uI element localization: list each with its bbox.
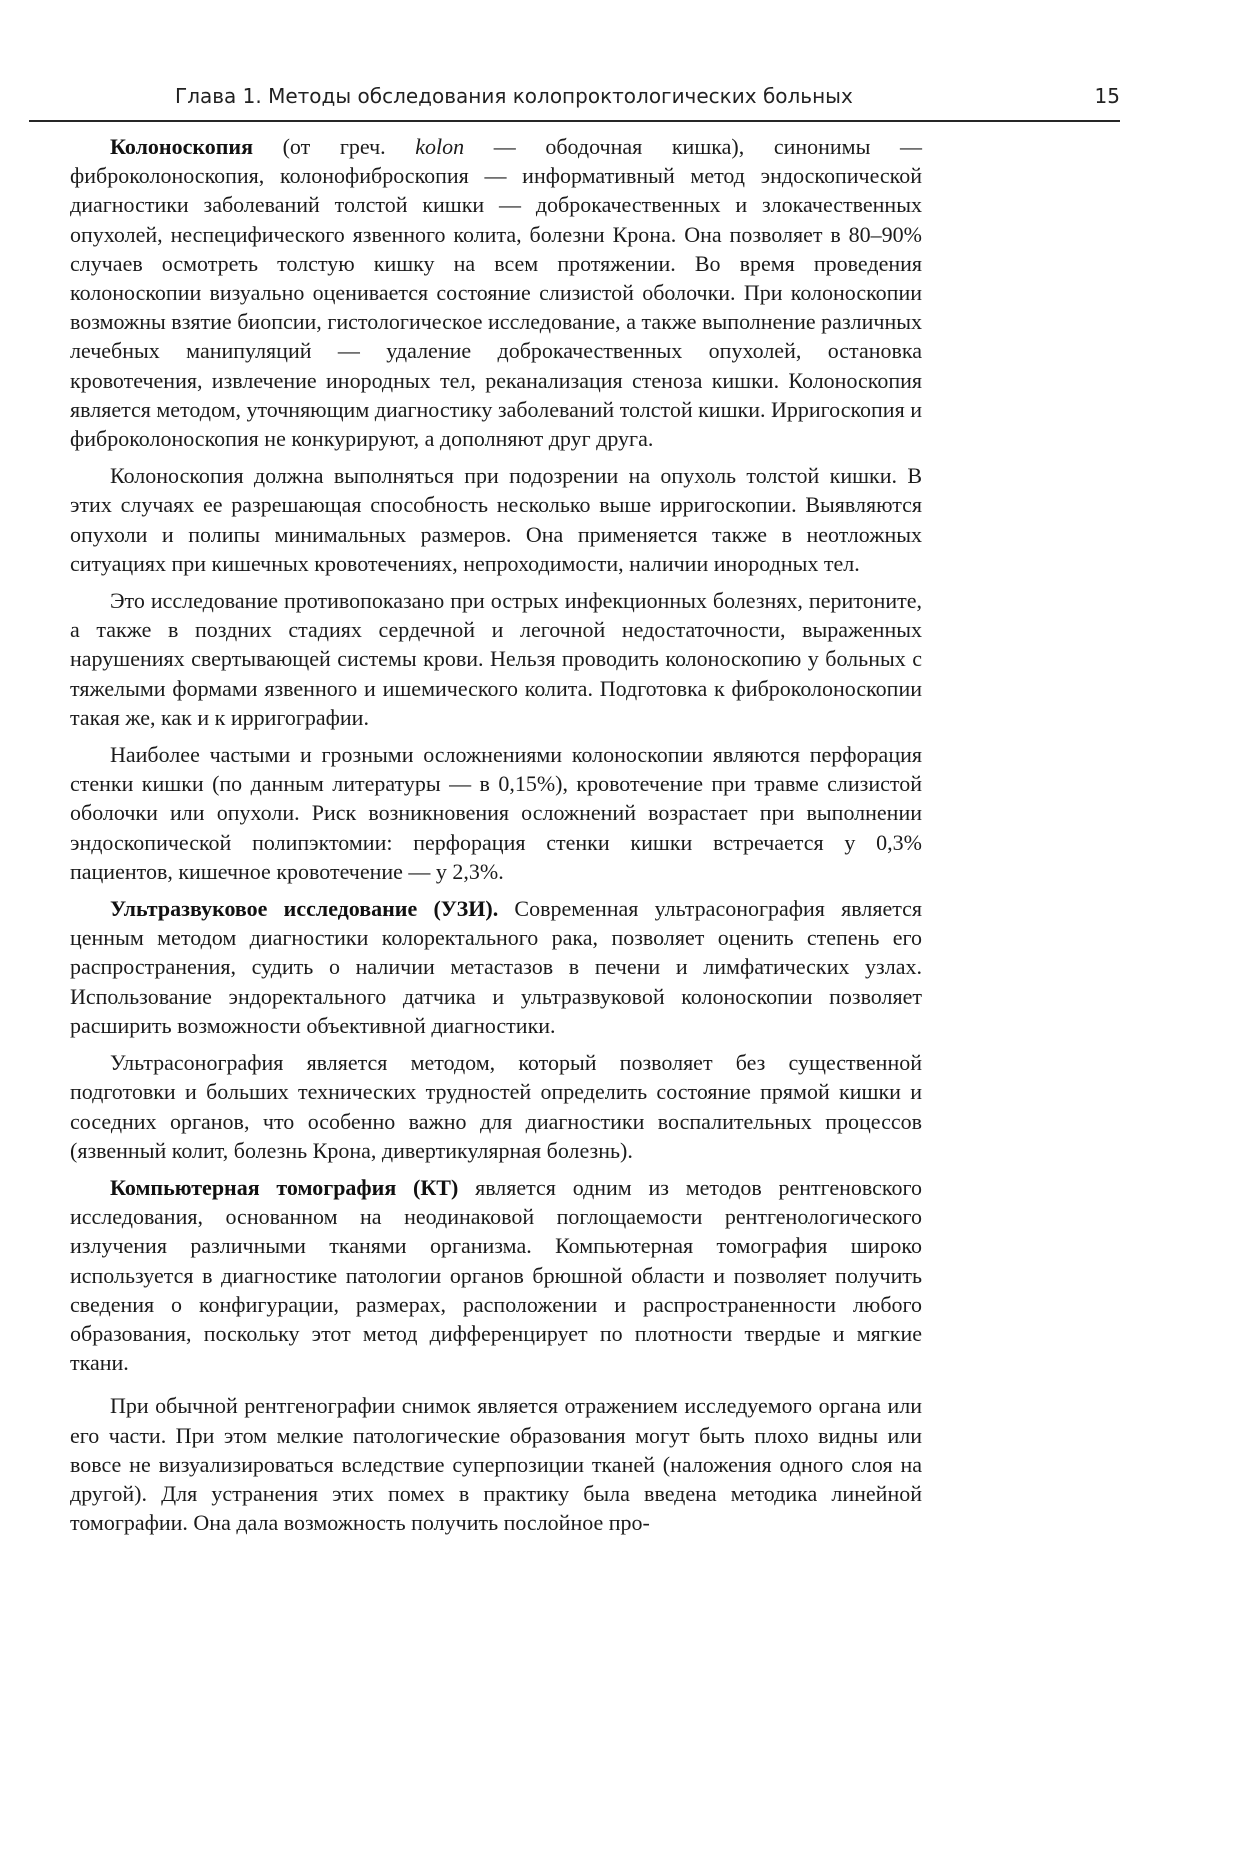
- paragraph-indications: [70, 461, 922, 578]
- term-ct: Компьютерная томография (КТ): [110, 1174, 459, 1200]
- paragraph-complications: [70, 740, 922, 886]
- paragraph-ultrasonography: [70, 1048, 922, 1165]
- page-number: 15: [1094, 84, 1120, 108]
- paragraph-text: — ободочная кишка), синонимы — фиброколоноскопия, колонофиброскопия — информативный метод эндоскопической диагностики заболеваний толстой кишки — доброкачественных и злокачественных опухолей, неспецифического язвенного колита, болезни Крона. Она позволяет в 80–90% случаев осмотреть толстую кишку на всем протяжении. Во время проведения колоноскопии визуально оценивается состояние слизистой оболочки. При колоноскопии возможны взятие биопсии, гистологическое исследование, а также выполнение различных лечебных манипуляций — удаление доброкачественных опухолей, остановка кровотечения, извлечение инородных тел, реканализация стеноза кишки. Колоноскопия является методом, уточняющим диагностику заболеваний толстой кишки. Ирригоскопия и фиброколоноскопия не конкурируют, а дополняют друг друга.: [70, 134, 922, 452]
- paragraph-text: Ультрасонография является методом, который позволяет без существенной подготовки и больших технических трудностей определить состояние прямой кишки и соседних органов, что особенно важно для диагностики воспалительных процессов (язвенный колит, болезнь Крона, дивертикулярная болезнь).: [70, 1050, 922, 1163]
- foreign-term: kolon: [415, 134, 465, 159]
- chapter-title: Глава 1. Методы обследования колопроктологических больных: [175, 84, 853, 108]
- paragraph-text: (от греч.: [253, 134, 416, 159]
- paragraph-radiography: [70, 1391, 922, 1537]
- paragraph-text: является одним из методов рентгеновского исследования, основанном на неодинаковой поглощаемости рентгенологического излучения различными тканями организма. Компьютерная томография широко используется в диагностике патологии органов брюшной области и позволяет получить сведения о конфигурации, размерах, расположении и распространенности любого образования, поскольку этот метод дифференцирует по плотности твердые и мягкие ткани.: [70, 1174, 922, 1376]
- term-colonoscopy: Колоноскопия: [110, 134, 253, 159]
- paragraph-ct: [70, 1173, 922, 1377]
- term-ultrasound: Ультразвуковое исследование (УЗИ).: [110, 896, 499, 922]
- paragraph-text: Колоноскопия должна выполняться при подозрении на опухоль толстой кишки. В этих случаях ее разрешающая способность несколько выше ирригоскопии. Выявляются опухоли и полипы минимальных размеров. Она применяется также в неотложных ситуациях при кишечных кровотечениях, непроходимости, наличии инородных тел.: [70, 463, 922, 576]
- running-header: [29, 76, 1120, 122]
- paragraph-contraindications: [70, 586, 922, 732]
- paragraph-text: Это исследование противопоказано при острых инфекционных болезнях, перитоните, а также в поздних стадиях сердечной и легочной недостаточности, выраженных нарушениях свертывающей системы крови. Нельзя проводить колоноскопию у больных с тяжелыми формами язвенного и ишемического колита. Подготовка к фиброколоноскопии такая же, как и к ирригографии.: [70, 588, 922, 730]
- paragraph-colonoscopy: [70, 132, 922, 453]
- paragraph-text: Наиболее частыми и грозными осложнениями колоноскопии являются перфорация стенки кишки (по данным литературы — в 0,15%), кровотечение при травме слизистой оболочки или опухоли. Риск возникновения осложнений возрастает при выполнении эндоскопической полипэктомии: перфорация стенки кишки встречается у 0,3% пациентов, кишечное кровотечение — у 2,3%.: [70, 742, 922, 884]
- paragraph-text: Современная ультрасонография является ценным методом диагностики колоректального рака, позволяет оценить степень его распространения, судить о наличии метастазов в печени и лимфатических узлах. Использование эндоректального датчика и ультразвуковой колоноскопии позволяет расширить возможности объективной диагностики.: [70, 896, 922, 1038]
- body-text: [70, 132, 922, 1545]
- paragraph-ultrasound: [70, 894, 922, 1040]
- paragraph-text: При обычной рентгенографии снимок является отражением исследуемого органа или его части. При этом мелкие патологические образования могут быть плохо видны или вовсе не визуализироваться вследствие суперпозиции тканей (наложения одного слоя на другой). Для устранения этих помех в практику была введена методика линейной томографии. Она дала возможность получить послойное про-: [70, 1393, 922, 1536]
